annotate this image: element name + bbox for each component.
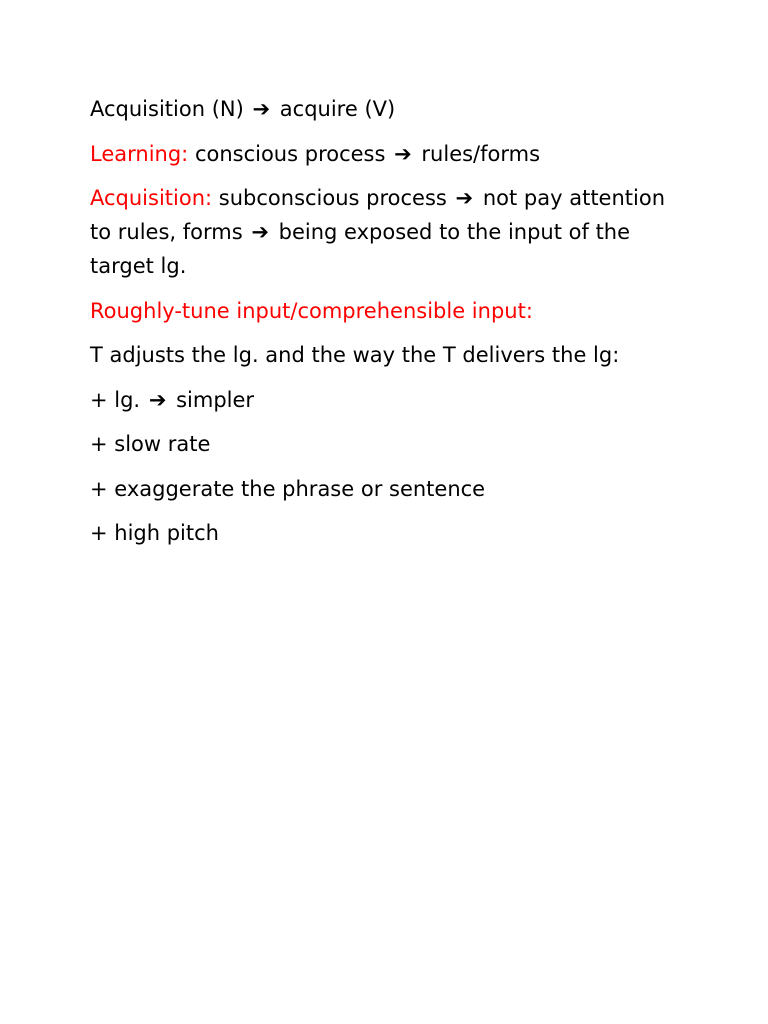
learning-result: rules/forms [421, 141, 541, 166]
line-roughly-tune-heading: Roughly-tune input/comprehensible input: [90, 298, 533, 323]
acquisition-attention: not pay attention to rules, forms [90, 186, 666, 244]
acquisition-label: Acquisition: [90, 186, 213, 210]
acquisition-process: subconscious process [218, 186, 447, 210]
noun-term: Acquisition (N) [90, 97, 244, 121]
line-acquisition-definition [90, 181, 690, 283]
right-arrow-icon: ➔ [455, 186, 474, 210]
right-arrow-icon: ➔ [252, 97, 271, 121]
line-teacher-adjusts: T adjusts the lg. and the way the T delivers the lg: [90, 343, 620, 367]
learning-label: Learning: [90, 141, 189, 166]
list-item-exaggerate: + exaggerate the phrase or sentence [90, 476, 486, 501]
right-arrow-icon: ➔ [251, 220, 269, 244]
line-acquisition-noun-verb [90, 92, 690, 126]
learning-process: conscious process [194, 141, 386, 166]
list-item-text: simpler [176, 387, 255, 412]
list-item-high-pitch: + high pitch [90, 521, 219, 545]
line-learning-definition [90, 137, 690, 171]
right-arrow-icon: ➔ [148, 387, 167, 412]
acquisition-exposure: being exposed to the input of the target lg. [90, 220, 631, 278]
list-item-language-simpler [90, 383, 690, 417]
list-item-slow-rate: + slow rate [90, 432, 211, 456]
right-arrow-icon: ➔ [394, 141, 412, 166]
verb-term: acquire (V) [279, 97, 396, 121]
list-item-text: + lg. [90, 387, 141, 412]
document-page [90, 92, 690, 561]
